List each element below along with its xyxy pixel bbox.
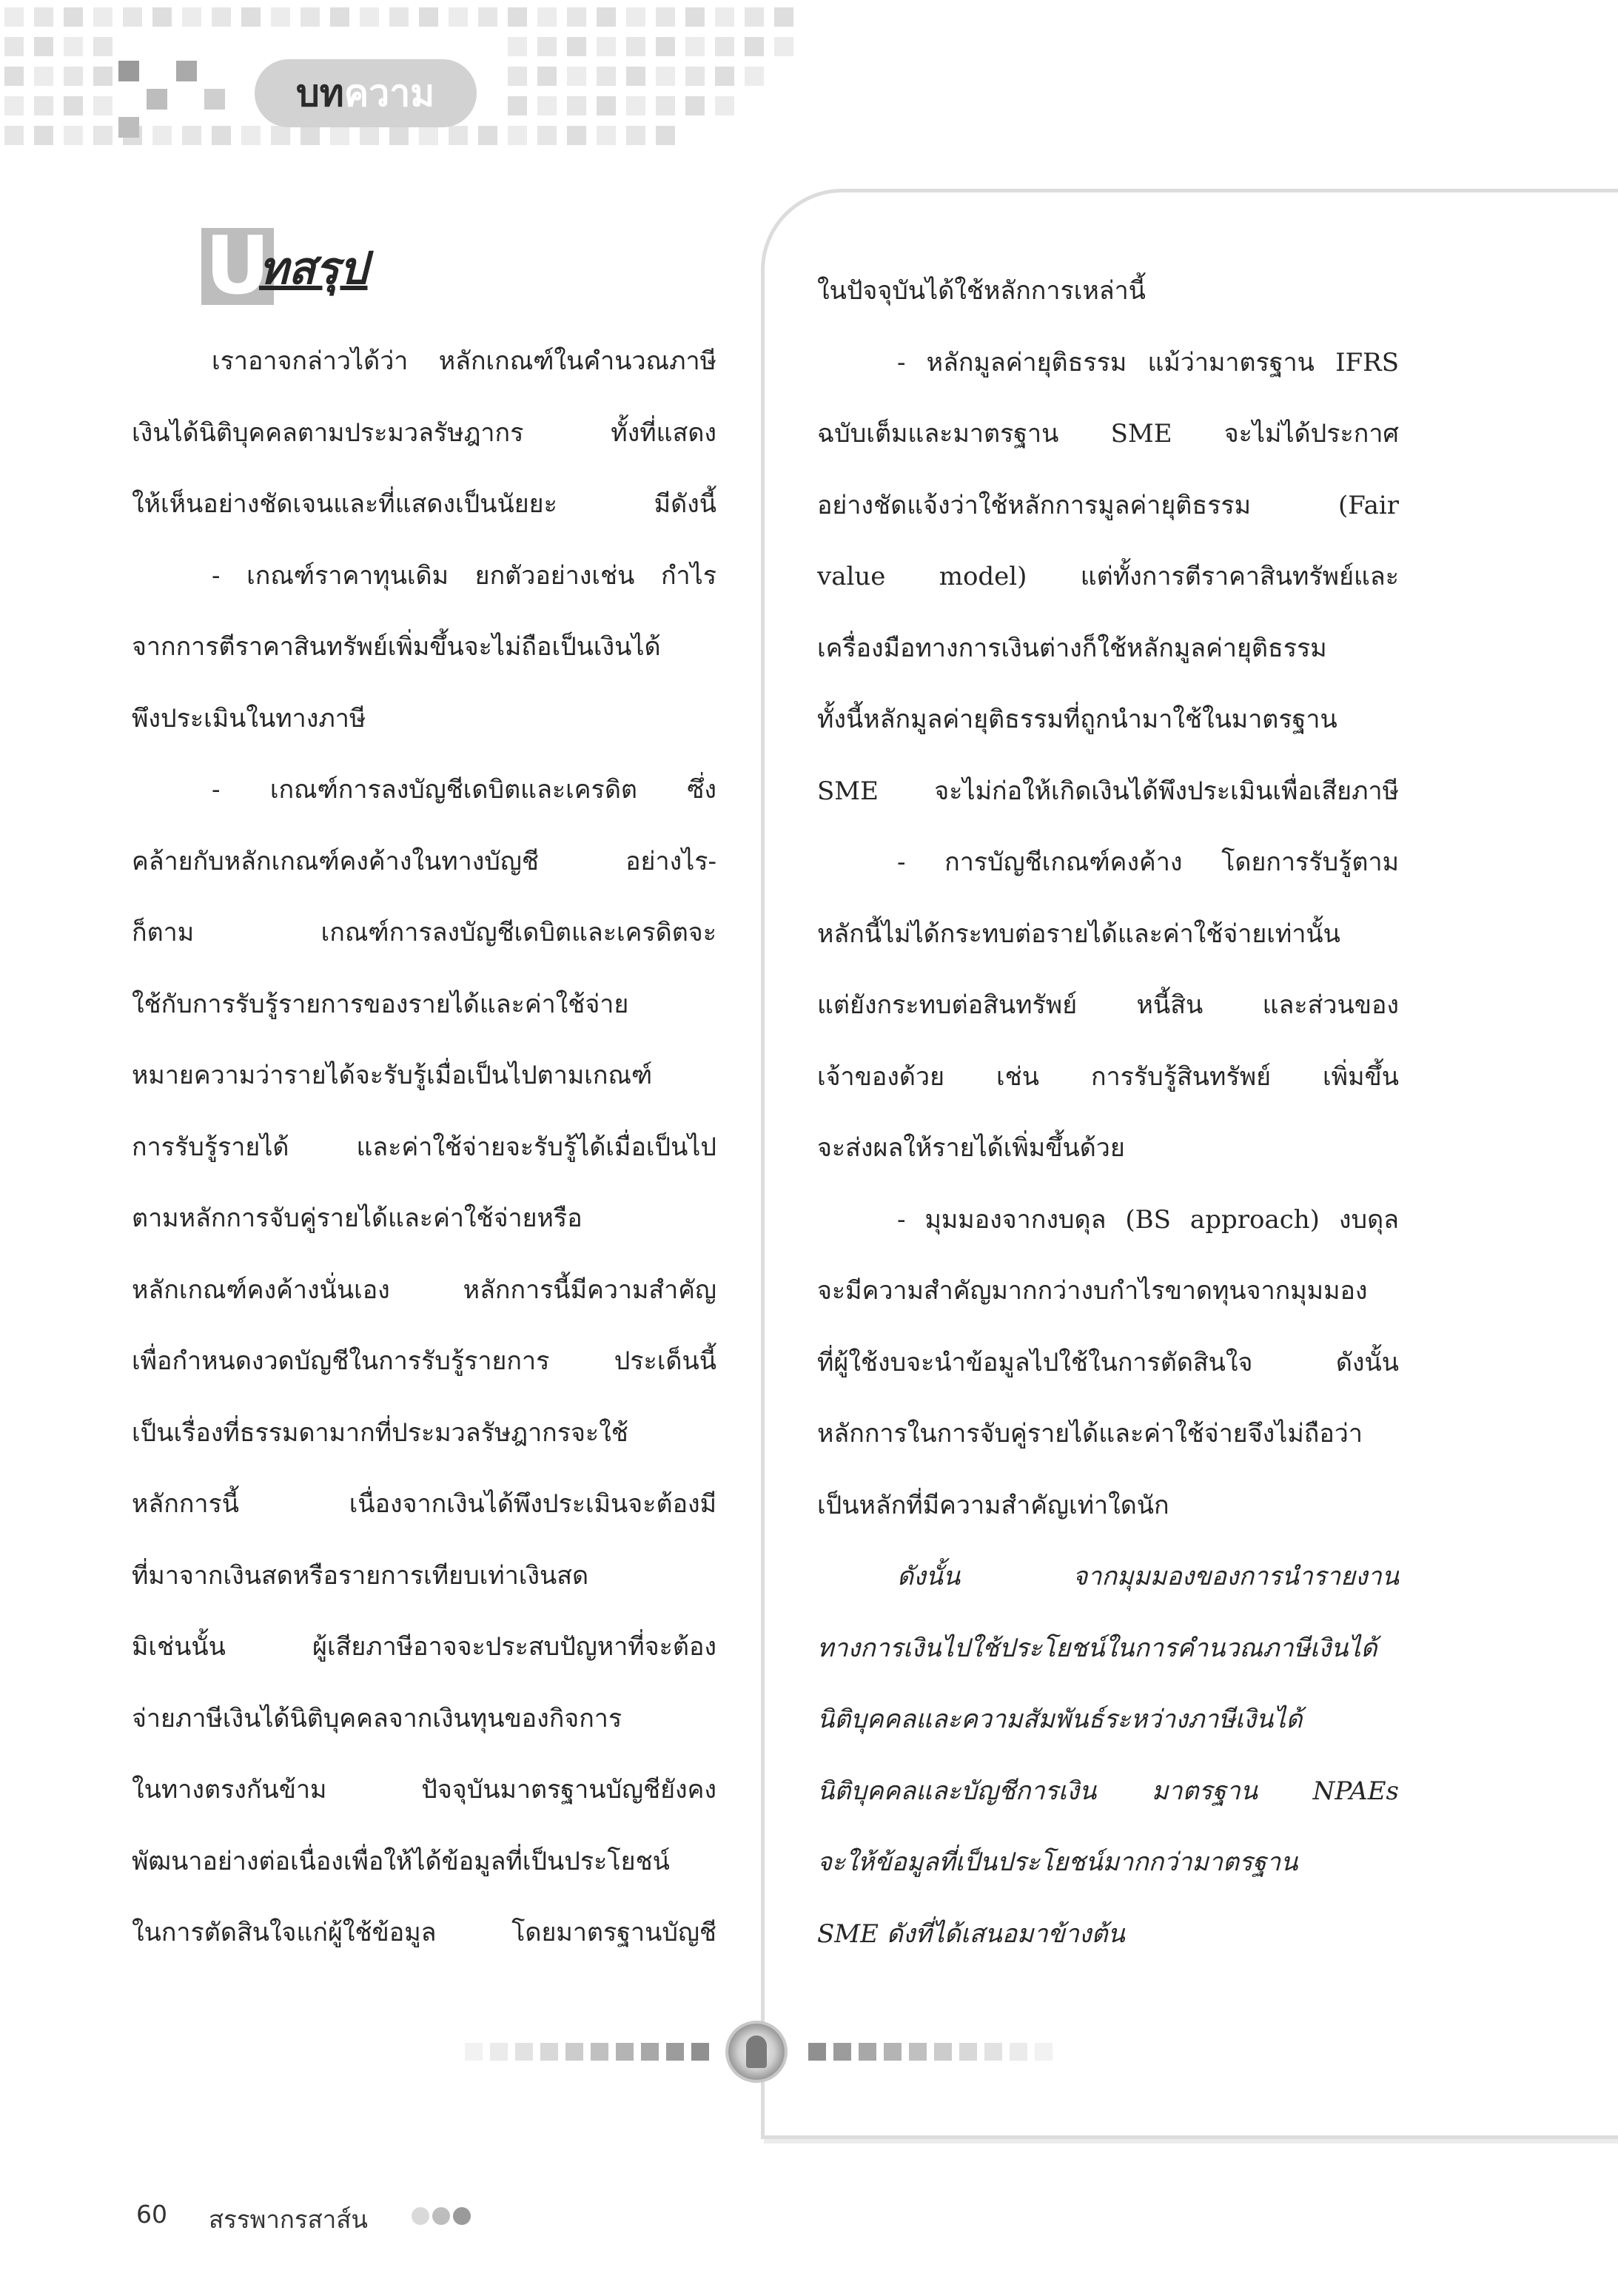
- text-line: ที่ผู้ใช้งบจะนำข้อมูลไปใช้ในการตัดสินใจ ดังนั้น: [817, 1347, 1399, 1377]
- text-line: ที่มาจากเงินสดหรือรายการเทียบเท่าเงินสด: [132, 1560, 589, 1591]
- footer-dot-1: [412, 2207, 429, 2225]
- text-line: SME จะไม่ก่อให้เกิดเงินได้พึงประเมินเพื่อเสียภาษี: [817, 776, 1399, 806]
- text-line: พัฒนาอย่างต่อเนื่องเพื่อให้ได้ข้อมูลที่เป็นประโยชน์: [132, 1846, 670, 1876]
- text-line: - การบัญชีเกณฑ์คงค้าง โดยการรับรู้ตาม: [897, 847, 1399, 877]
- text-line: ในทางตรงกันข้าม ปัจจุบันมาตรฐานบัญชียังคง: [132, 1775, 716, 1805]
- heading-text: ทสรุป: [259, 243, 368, 295]
- text-line: จ่ายภาษีเงินได้นิติบุคคลจากเงินทุนของกิจการ: [132, 1703, 622, 1733]
- text-line: หลักนี้ไม่ได้กระทบต่อรายได้และค่าใช้จ่ายเท่านั้น: [817, 919, 1340, 949]
- text-line: เพื่อกำหนดงวดบัญชีในการรับรู้รายการ ประเด็นนี้: [132, 1346, 716, 1376]
- text-line: มิเช่นนั้น ผู้เสียภาษีอาจจะประสบปัญหาที่จะต้อง: [132, 1632, 716, 1662]
- text-line: จะส่งผลให้รายได้เพิ่มขึ้นด้วย: [817, 1133, 1125, 1163]
- text-line: ก็ตาม เกณฑ์การลงบัญชีเดบิตและเครดิตจะ: [132, 918, 716, 947]
- text-line: ทางการเงินไปใช้ประโยชน์ในการคำนวณภาษีเงินได้: [817, 1633, 1377, 1663]
- text-line: หลักการในการจับคู่รายได้และค่าใช้จ่ายจึงไม่ถือว่า: [817, 1419, 1363, 1449]
- text-line: value model) แต่ทั้งการตีราคาสินทรัพย์และ: [817, 562, 1399, 591]
- revenue-department-seal-icon: [725, 2021, 788, 2083]
- text-line: ตามหลักการจับคู่รายได้และค่าใช้จ่ายหรือ: [132, 1204, 583, 1233]
- text-line: ให้เห็นอย่างชัดเจนและที่แสดงเป็นนัยยะ มีดังนี้: [132, 489, 716, 519]
- text-line: เราอาจกล่าวได้ว่า หลักเกณฑ์ในคำนวณภาษี: [212, 346, 716, 376]
- text-line: เป็นหลักที่มีความสำคัญเท่าใดนัก: [817, 1490, 1169, 1520]
- text-line: เงินได้นิติบุคคลตามประมวลรัษฎากร ทั้งที่แสดง: [132, 417, 716, 448]
- text-line: คล้ายกับหลักเกณฑ์คงค้างในทางบัญชี อย่างไร-: [132, 846, 716, 876]
- text-line: ในปัจจุบันได้ใช้หลักการเหล่านี้: [817, 276, 1146, 306]
- text-line: ในการตัดสินใจแก่ผู้ใช้ข้อมูล โดยมาตรฐานบัญชี: [132, 1918, 716, 1947]
- text-line: นิติบุคคลและความสัมพันธ์ระหว่างภาษีเงินได้: [817, 1705, 1303, 1734]
- text-line: อย่างชัดแจ้งว่าใช้หลักการมูลค่ายุติธรรม (Fair: [817, 490, 1399, 520]
- text-line: หมายความว่ารายได้จะรับรู้เมื่อเป็นไปตามเกณฑ์: [132, 1061, 653, 1090]
- text-line: หลักเกณฑ์คงค้างนั่นเอง หลักการนี้มีความสำคัญ: [132, 1275, 716, 1305]
- publication-title: สรรพากรสาส์น: [209, 2205, 368, 2234]
- text-line: เจ้าของด้วย เช่น การรับรู้สินทรัพย์ เพิ่มขึ้น: [817, 1061, 1399, 1092]
- text-line: เครื่องมือทางการเงินต่างก็ใช้หลักมูลค่ายุติธรรม: [817, 633, 1327, 663]
- heading-initial: U: [201, 228, 274, 305]
- text-line: - มุมมองจากงบดุล (BS approach) งบดุล: [897, 1204, 1399, 1235]
- section-tab-part1: บท: [296, 71, 344, 115]
- text-line: ฉบับเต็มและมาตรฐาน SME จะไม่ได้ประกาศ: [817, 419, 1399, 449]
- text-line: จะให้ข้อมูลที่เป็นประโยชน์มากกว่ามาตรฐาน: [817, 1847, 1298, 1877]
- text-line: ดังนั้น จากมุมมองของการนำรายงาน: [897, 1562, 1399, 1591]
- text-line: ทั้งนี้หลักมูลค่ายุติธรรมที่ถูกนำมาใช้ในมาตรฐาน: [817, 705, 1337, 734]
- text-line: แต่ยังกระทบต่อสินทรัพย์ หนี้สิน และส่วนของ: [817, 990, 1399, 1020]
- text-line: - เกณฑ์การลงบัญชีเดบิตและเครดิต ซึ่ง: [212, 775, 716, 805]
- text-line: นิติบุคคลและบัญชีการเงิน มาตรฐาน NPAEs: [817, 1776, 1399, 1806]
- left-column: [132, 326, 716, 1969]
- text-line: - หลักมูลค่ายุติธรรม แม้ว่ามาตรฐาน IFRS: [897, 347, 1399, 377]
- text-line: จะมีความสำคัญมากกว่างบกำไรขาดทุนจากมุมมอง: [817, 1276, 1368, 1306]
- text-line: - เกณฑ์ราคาทุนเดิม ยกตัวอย่างเช่น กำไร: [212, 560, 716, 591]
- text-line: SME ดังที่ได้เสนอมาข้างต้น: [817, 1919, 1125, 1949]
- page-number: 60: [136, 2200, 167, 2229]
- section-tab: [255, 59, 477, 127]
- right-column: [817, 255, 1399, 1970]
- section-tab-part2: ความ: [343, 71, 435, 115]
- text-line: หลักการนี้ เนื่องจากเงินได้พึงประเมินจะต้องมี: [132, 1489, 716, 1519]
- footer-dot-2: [432, 2207, 450, 2225]
- text-line: ใช้กับการรับรู้รายการของรายได้และค่าใช้จ่าย: [132, 989, 629, 1019]
- text-line: จากการตีราคาสินทรัพย์เพิ่มขึ้นจะไม่ถือเป็นเงินได้: [132, 632, 661, 662]
- text-line: พึงประเมินในทางภาษี: [132, 703, 366, 734]
- text-line: การรับรู้รายได้ และค่าใช้จ่ายจะรับรู้ได้เมื่อเป็นไป: [132, 1132, 716, 1162]
- footer-dot-3: [453, 2207, 471, 2225]
- text-line: เป็นเรื่องที่ธรรมดามากที่ประมวลรัษฎากรจะใช้: [132, 1417, 628, 1448]
